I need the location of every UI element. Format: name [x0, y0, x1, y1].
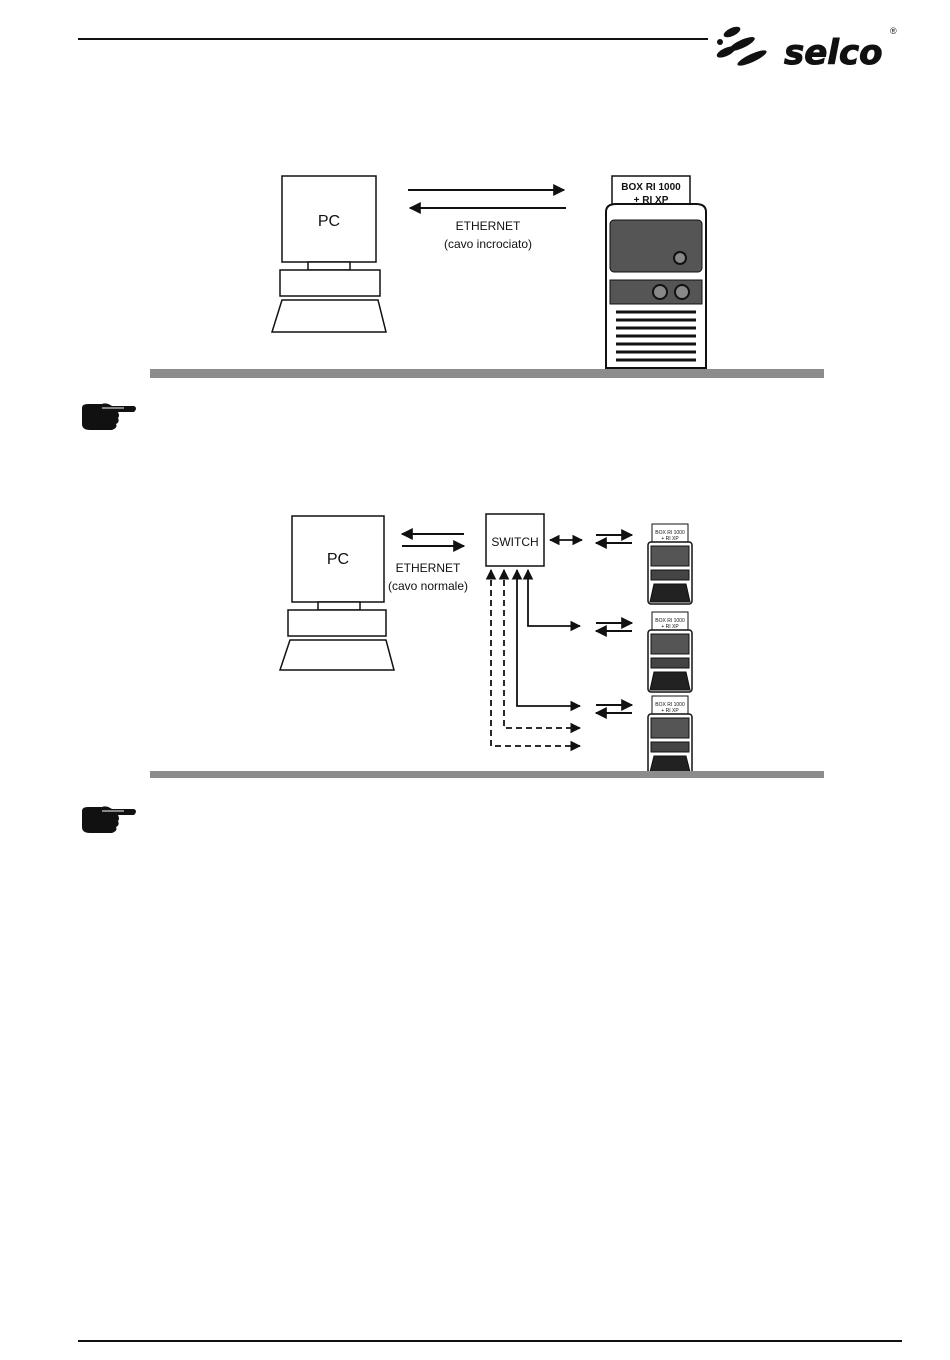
footer-rule: [78, 1340, 902, 1342]
device-link-arrows: [596, 535, 632, 713]
device-vent: [616, 312, 696, 360]
pc-base: [280, 270, 380, 296]
pointing-hand-icon: [80, 402, 138, 432]
ethernet-arrows: [402, 534, 464, 546]
device-label-line1: BOX RI 1000: [655, 530, 685, 536]
switch-label: SWITCH: [491, 535, 539, 549]
switch-optional-links: [491, 570, 580, 746]
device-label-line1: BOX RI 1000: [655, 618, 685, 624]
diagram1-baseline: [150, 369, 824, 378]
device-label-line1: BOX RI 1000: [621, 182, 681, 193]
ethernet-label: ETHERNET: [455, 219, 521, 233]
pc-keyboard: [272, 300, 386, 332]
logo-wordmark: selco: [784, 33, 883, 73]
diagram2-baseline: [150, 771, 824, 778]
pointing-hand-icon: [80, 805, 138, 835]
selco-logo: [712, 18, 902, 73]
pc-computer: [280, 516, 394, 670]
device-label-line2: + RI XP: [633, 195, 669, 206]
diagram-switch-network: [270, 510, 700, 778]
device-label-line2: + RI XP: [661, 624, 679, 630]
device-label-line2: + RI XP: [661, 708, 679, 714]
device-label-line1: BOX RI 1000: [655, 702, 685, 708]
pc-label: PC: [317, 213, 341, 230]
device-label-line2: + RI XP: [661, 536, 679, 542]
pc-stand: [308, 262, 350, 270]
ethernet-label: ETHERNET: [395, 561, 461, 575]
device-knob: [674, 252, 686, 264]
cable-type-label: (cavo incrociato): [443, 237, 533, 251]
ethernet-arrows: [408, 190, 566, 208]
cable-type-label: (cavo normale): [387, 579, 469, 593]
pc-label: PC: [326, 551, 350, 568]
pc-computer: [272, 176, 386, 332]
logo-swoosh-icon: [715, 25, 768, 69]
header-rule: [78, 38, 708, 40]
registered-mark: ®: [890, 26, 897, 36]
diagram-crossover-connection: [260, 170, 720, 370]
